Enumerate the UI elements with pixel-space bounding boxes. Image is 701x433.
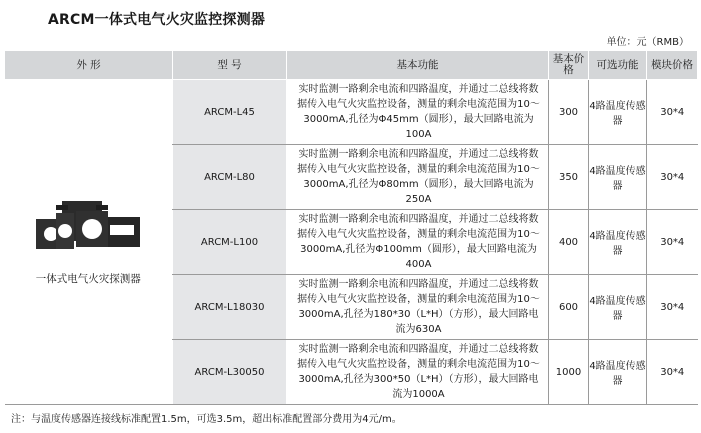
module-price-cell: 30*4: [647, 210, 698, 275]
product-photo: [34, 199, 142, 253]
module-price-cell: 30*4: [647, 80, 698, 145]
product-cell: [5, 80, 173, 405]
module-price-cell: 30*4: [647, 275, 698, 340]
price-cell: 350: [549, 145, 589, 210]
function-cell: 实时监测一路剩余电流和四路温度，并通过二总线将数据传入电气火灾监控设备，测量的剩余电流范围为10～3000mA,孔径为Φ45mm（圆形），最大回路电流为100A: [287, 80, 549, 145]
model-cell: ARCM-L18030: [173, 275, 287, 340]
table-row: [5, 80, 698, 145]
currency-unit: 单位：元（RMB）: [606, 37, 689, 48]
price-cell: 1000: [549, 340, 589, 405]
model-cell: ARCM-L30050: [173, 340, 287, 405]
header-model: 型 号: [173, 51, 287, 80]
model-cell: ARCM-L80: [173, 145, 287, 210]
model-cell: ARCM-L45: [173, 80, 287, 145]
page-title: ARCM一体式电气火灾监控探测器: [48, 12, 266, 28]
module-price-cell: 30*4: [647, 340, 698, 405]
function-cell: 实时监测一路剩余电流和四路温度，并通过二总线将数据传入电气火灾监控设备，测量的剩余电流范围为10～3000mA,孔径为180*30（L*H）（方形），最大回路电流为630A: [287, 275, 549, 340]
function-cell: 实时监测一路剩余电流和四路温度，并通过二总线将数据传入电气火灾监控设备，测量的剩余电流范围为10～3000mA,孔径为Φ80mm（圆形），最大回路电流为250A: [287, 145, 549, 210]
option-cell: 4路温度传感器: [589, 340, 647, 405]
price-table: [4, 50, 698, 405]
footnote: 注：与温度传感器连接线标准配置1.5m，可选3.5m，超出标准配置部分费用为4元/m。: [11, 414, 402, 425]
option-cell: 4路温度传感器: [589, 210, 647, 275]
function-cell: 实时监测一路剩余电流和四路温度，并通过二总线将数据传入电气火灾监控设备，测量的剩余电流范围为10～3000mA,孔径为300*50（L*H）（方形），最大回路电流为1000A: [287, 340, 549, 405]
function-cell: 实时监测一路剩余电流和四路温度，并通过二总线将数据传入电气火灾监控设备，测量的剩余电流范围为10～3000mA,孔径为Φ100mm（圆形），最大回路电流为400A: [287, 210, 549, 275]
price-cell: 300: [549, 80, 589, 145]
option-cell: 4路温度传感器: [589, 275, 647, 340]
header-module-price: 模块价格: [647, 51, 698, 80]
product-name: 一体式电气火灾探测器: [35, 272, 141, 285]
header-option: 可选功能: [589, 51, 647, 80]
module-price-cell: 30*4: [647, 145, 698, 210]
header-function: 基本功能: [287, 51, 549, 80]
header-appearance: 外 形: [5, 51, 173, 80]
price-cell: 600: [549, 275, 589, 340]
option-cell: 4路温度传感器: [589, 145, 647, 210]
header-price: 基本价格: [549, 51, 589, 80]
price-cell: 400: [549, 210, 589, 275]
table-header-row: [5, 51, 698, 80]
option-cell: 4路温度传感器: [589, 80, 647, 145]
model-cell: ARCM-L100: [173, 210, 287, 275]
